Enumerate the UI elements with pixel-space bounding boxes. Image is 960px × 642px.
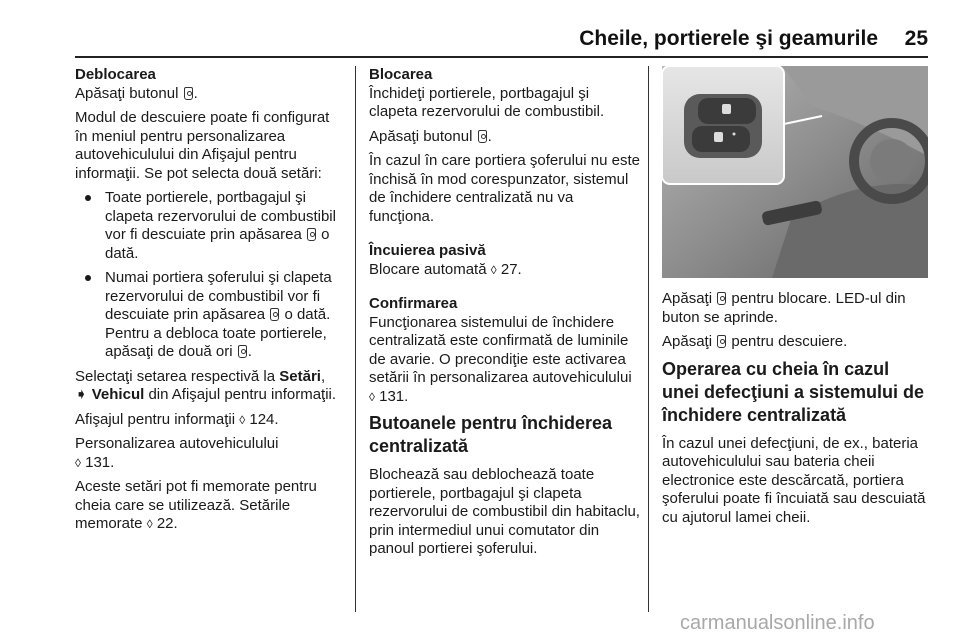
paragraph-mode-config: Modul de descuiere poate fi configurat în meniul pentru personalizarea autovehiculului din Afişajul pentru informaţii. Se pot selecta două setări:	[75, 109, 330, 182]
personalizare-reference: Personalizarea autovehiculului ◊ 131.	[75, 435, 279, 471]
lock-key-icon	[717, 292, 726, 305]
driver-door-warning: În cazul în care portiera şoferului nu este închisă în mod corespunzator, sistemul de închidere centralizată nu va funcţiona.	[369, 152, 640, 225]
column-divider-2	[648, 66, 649, 612]
reference-icon: ◊	[146, 517, 153, 531]
bullet-icon	[85, 275, 91, 281]
column-3	[662, 290, 928, 533]
reference-icon: ◊	[75, 455, 81, 470]
blocarea-text: Închideţi portierele, portbagajul şi clapeta rezervorului de combustibil.	[369, 84, 605, 120]
unlock-instruction: Apăsaţi pentru descuiere.	[662, 333, 848, 350]
list-item: Toate portierele, portbagajul şi clapeta rezervorului de combustibil vor fi descuiate prin apăsarea o dată.	[75, 189, 343, 263]
memorate-text: Aceste setări pot fi memorate pentru cheia care se utilizează. Setările memorate ◊ 22.	[75, 478, 317, 532]
header-divider	[75, 56, 928, 58]
column-divider-1	[355, 66, 356, 612]
afisaj-reference: Afişajul pentru informaţii ◊ 124.	[75, 410, 279, 428]
page-number: 25	[904, 27, 928, 50]
pasiva-text: Blocare automată ◊ 27.	[369, 260, 522, 278]
list-item: Numai portiera şoferului şi clapeta rezervorului de combustibil vor fi descuiate prin apăsarea o dată. Pentru a debloca toate portierele, apăsaţi de două ori .	[75, 269, 343, 362]
central-lock-switch-illustration	[662, 66, 928, 278]
page-header	[560, 27, 928, 55]
watermark-text: carmanualsonline.info	[680, 612, 875, 634]
unlock-key-icon	[184, 87, 193, 100]
unlock-key-icon	[238, 345, 247, 358]
bullet-icon	[85, 195, 91, 201]
deblocarea-text: Apăsaţi butonul .	[75, 84, 198, 102]
unlock-key-icon	[270, 308, 279, 321]
reference-icon: ◊	[369, 389, 375, 404]
column-2	[369, 66, 641, 565]
reference-icon: ◊	[239, 412, 246, 427]
section-heading-operarea: Operarea cu cheia în cazul unei defecţiuni a sistemului de închidere centralizată	[662, 358, 925, 425]
page-title: Cheile, portierele şi geamurile	[579, 27, 878, 50]
section-heading-confirmarea: Confirmarea	[369, 295, 458, 312]
menu-arrow-icon: ➧	[75, 386, 88, 403]
settings-list	[75, 189, 343, 362]
section-heading-blocarea: Blocarea	[369, 66, 433, 83]
lock-instruction: Apăsaţi pentru blocare. LED-ul din buton se aprinde.	[662, 290, 906, 326]
reference-icon: ◊	[490, 262, 497, 277]
operarea-text: În cazul unei defecţiuni, de ex., bateria autovehiculului sau bateria cheii electronice este descărcată, portiera şoferului poate fi încuiată sau descuiată cu ajutorul lamei cheii.	[662, 434, 926, 526]
section-heading-butoanele: Butoanele pentru închiderea centralizată	[369, 413, 613, 456]
unlock-key-icon	[717, 335, 726, 348]
unlock-key-icon	[307, 228, 316, 241]
select-setting-text: Selectaţi setarea respectivă la Setări, ➧ Vehicul din Afişajul pentru informaţii.	[75, 367, 337, 403]
confirmarea-text: Funcţionarea sistemului de închidere centralizată este confirmată de luminile de avarie. O precondiţie este activarea setării în personalizarea autovehiculului ◊ 131.	[369, 313, 632, 405]
apasati-lock-text: Apăsaţi butonul .	[369, 127, 492, 145]
column-1	[75, 66, 343, 540]
door-switch-photo	[662, 66, 928, 278]
butoanele-text: Blochează sau deblochează toate portierele, portbagajul şi clapeta rezervorului de combustibil din habitaclu, prin intermediul unui comutator din panoul portierei şoferului.	[369, 466, 640, 557]
lock-key-icon	[478, 130, 487, 143]
section-heading-deblocarea: Deblocarea	[75, 66, 156, 83]
section-heading-incuiere-pasiva: Încuierea pasivă	[369, 242, 486, 259]
